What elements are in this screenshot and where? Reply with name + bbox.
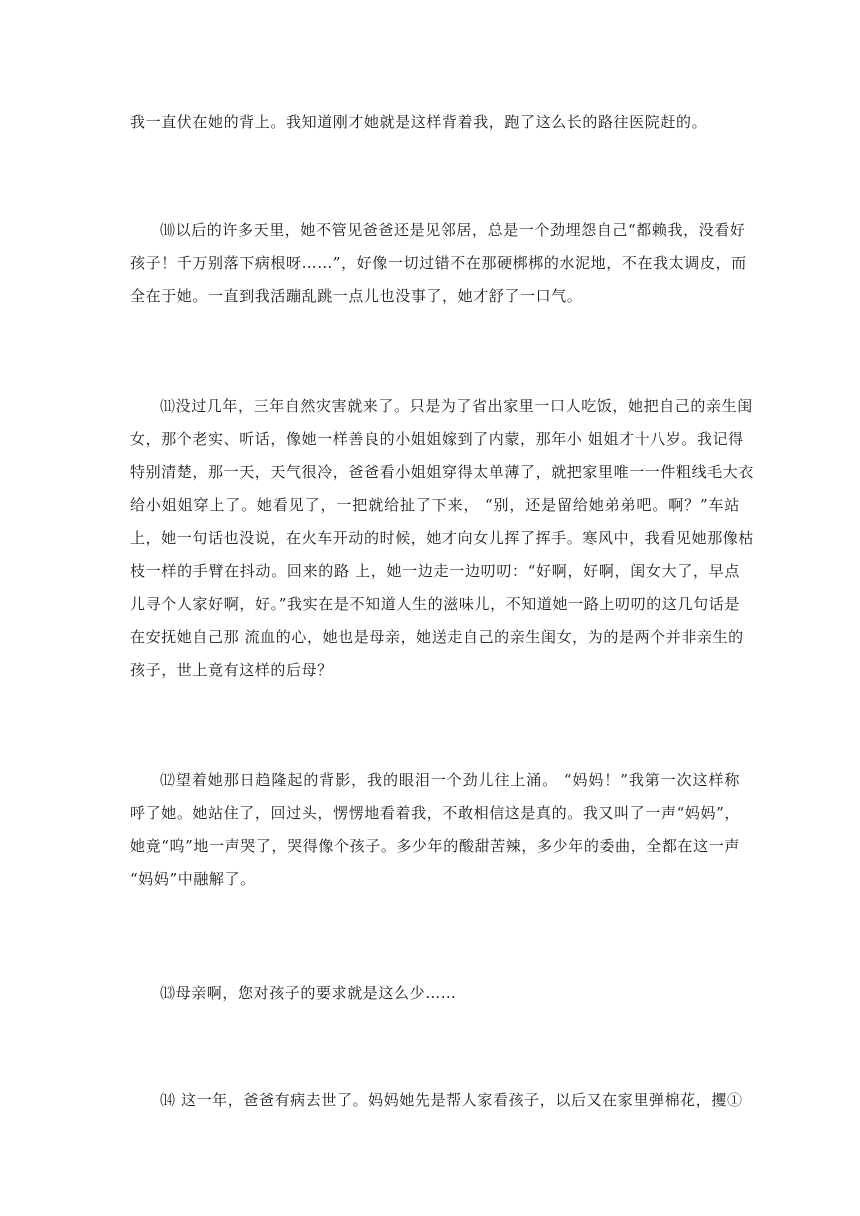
paragraph-11-line: 在安抚她自己那 流血的心，她也是母亲，她送走自己的亲生闺女，为的是两个并非亲生的 [130, 628, 744, 646]
paragraph-11-line: 儿寻个人家好啊，好。”我实在是不知道人生的滋味儿，不知道她一路上叨叨的这几句话是 [130, 595, 740, 613]
paragraph-10-line: 全在于她。一直到我活蹦乱跳一点儿也没事了，她才舒了一口气。 [130, 287, 583, 305]
paragraph-12-line: “妈妈”中融解了。 [130, 870, 256, 888]
paragraph-11-line: 给小姐姐穿上了。她看见了，一把就给扯了下来， “别，还是留给她弟弟吧。啊？”车站 [130, 496, 740, 514]
paragraph-12-line: 呼了她。她站住了，回过头，愣愣地看着我，不敢相信这是真的。我又叫了一声“妈妈”， [130, 804, 740, 822]
paragraph-11-line: 枝一样的手臂在抖动。回来的路 上，她一边走一边叨叨：“好啊，好啊，闺女大了，早点 [130, 562, 740, 580]
paragraph-10-line: ⑽以后的许多天里，她不管见爸爸还是见邻居，总是一个劲埋怨自己“都赖我，没看好 [160, 221, 746, 239]
paragraph-11-line: 女，那个老实、听话，像她一样善良的小姐姐嫁到了内蒙，那年小 姐姐才十八岁。我记得 [130, 430, 744, 448]
paragraph-10-line: 孩子！千万别落下病根呀……”，好像一切过错不在那硬梆梆的水泥地，不在我太调皮，而 [130, 254, 747, 272]
paragraph-13-line: ⒀母亲啊，您对孩子的要求就是这么少…… [160, 984, 457, 1002]
paragraph-14-line: ⒁ 这一年，爸爸有病去世了。妈妈她先是帮人家看孩子，以后又在家里弹棉花，攫① [160, 1091, 743, 1109]
paragraph-12-line: ⑿望着她那日趋隆起的背影，我的眼泪一个劲儿往上涌。 “妈妈！”我第一次这样称 [160, 771, 740, 789]
paragraph-12-line: 她竟“呜”地一声哭了，哭得像个孩子。多少年的酸甜苦辣，多少年的委曲，全都在这一声 [130, 837, 740, 855]
paragraph-11-line: 上，她一句话也没说，在火车开动的时候，她才向女儿挥了挥手。寒风中，我看见她那像枯 [130, 529, 755, 547]
paragraph-11-line: 特别清楚，那一天，天气很冷，爸爸看小姐姐穿得太单薄了，就把家里唯一一件粗线毛大衣 [130, 463, 755, 481]
text-line: 我一直伏在她的背上。我知道刚才她就是这样背着我，跑了这么长的路往医院赶的。 [130, 113, 708, 131]
paragraph-11-line: 孩子，世上竟有这样的后母？ [130, 661, 333, 679]
paragraph-11-line: ⑾没过几年，三年自然灾害就来了。只是为了省出家里一口人吃饭，她把自己的亲生闺 [160, 397, 753, 415]
